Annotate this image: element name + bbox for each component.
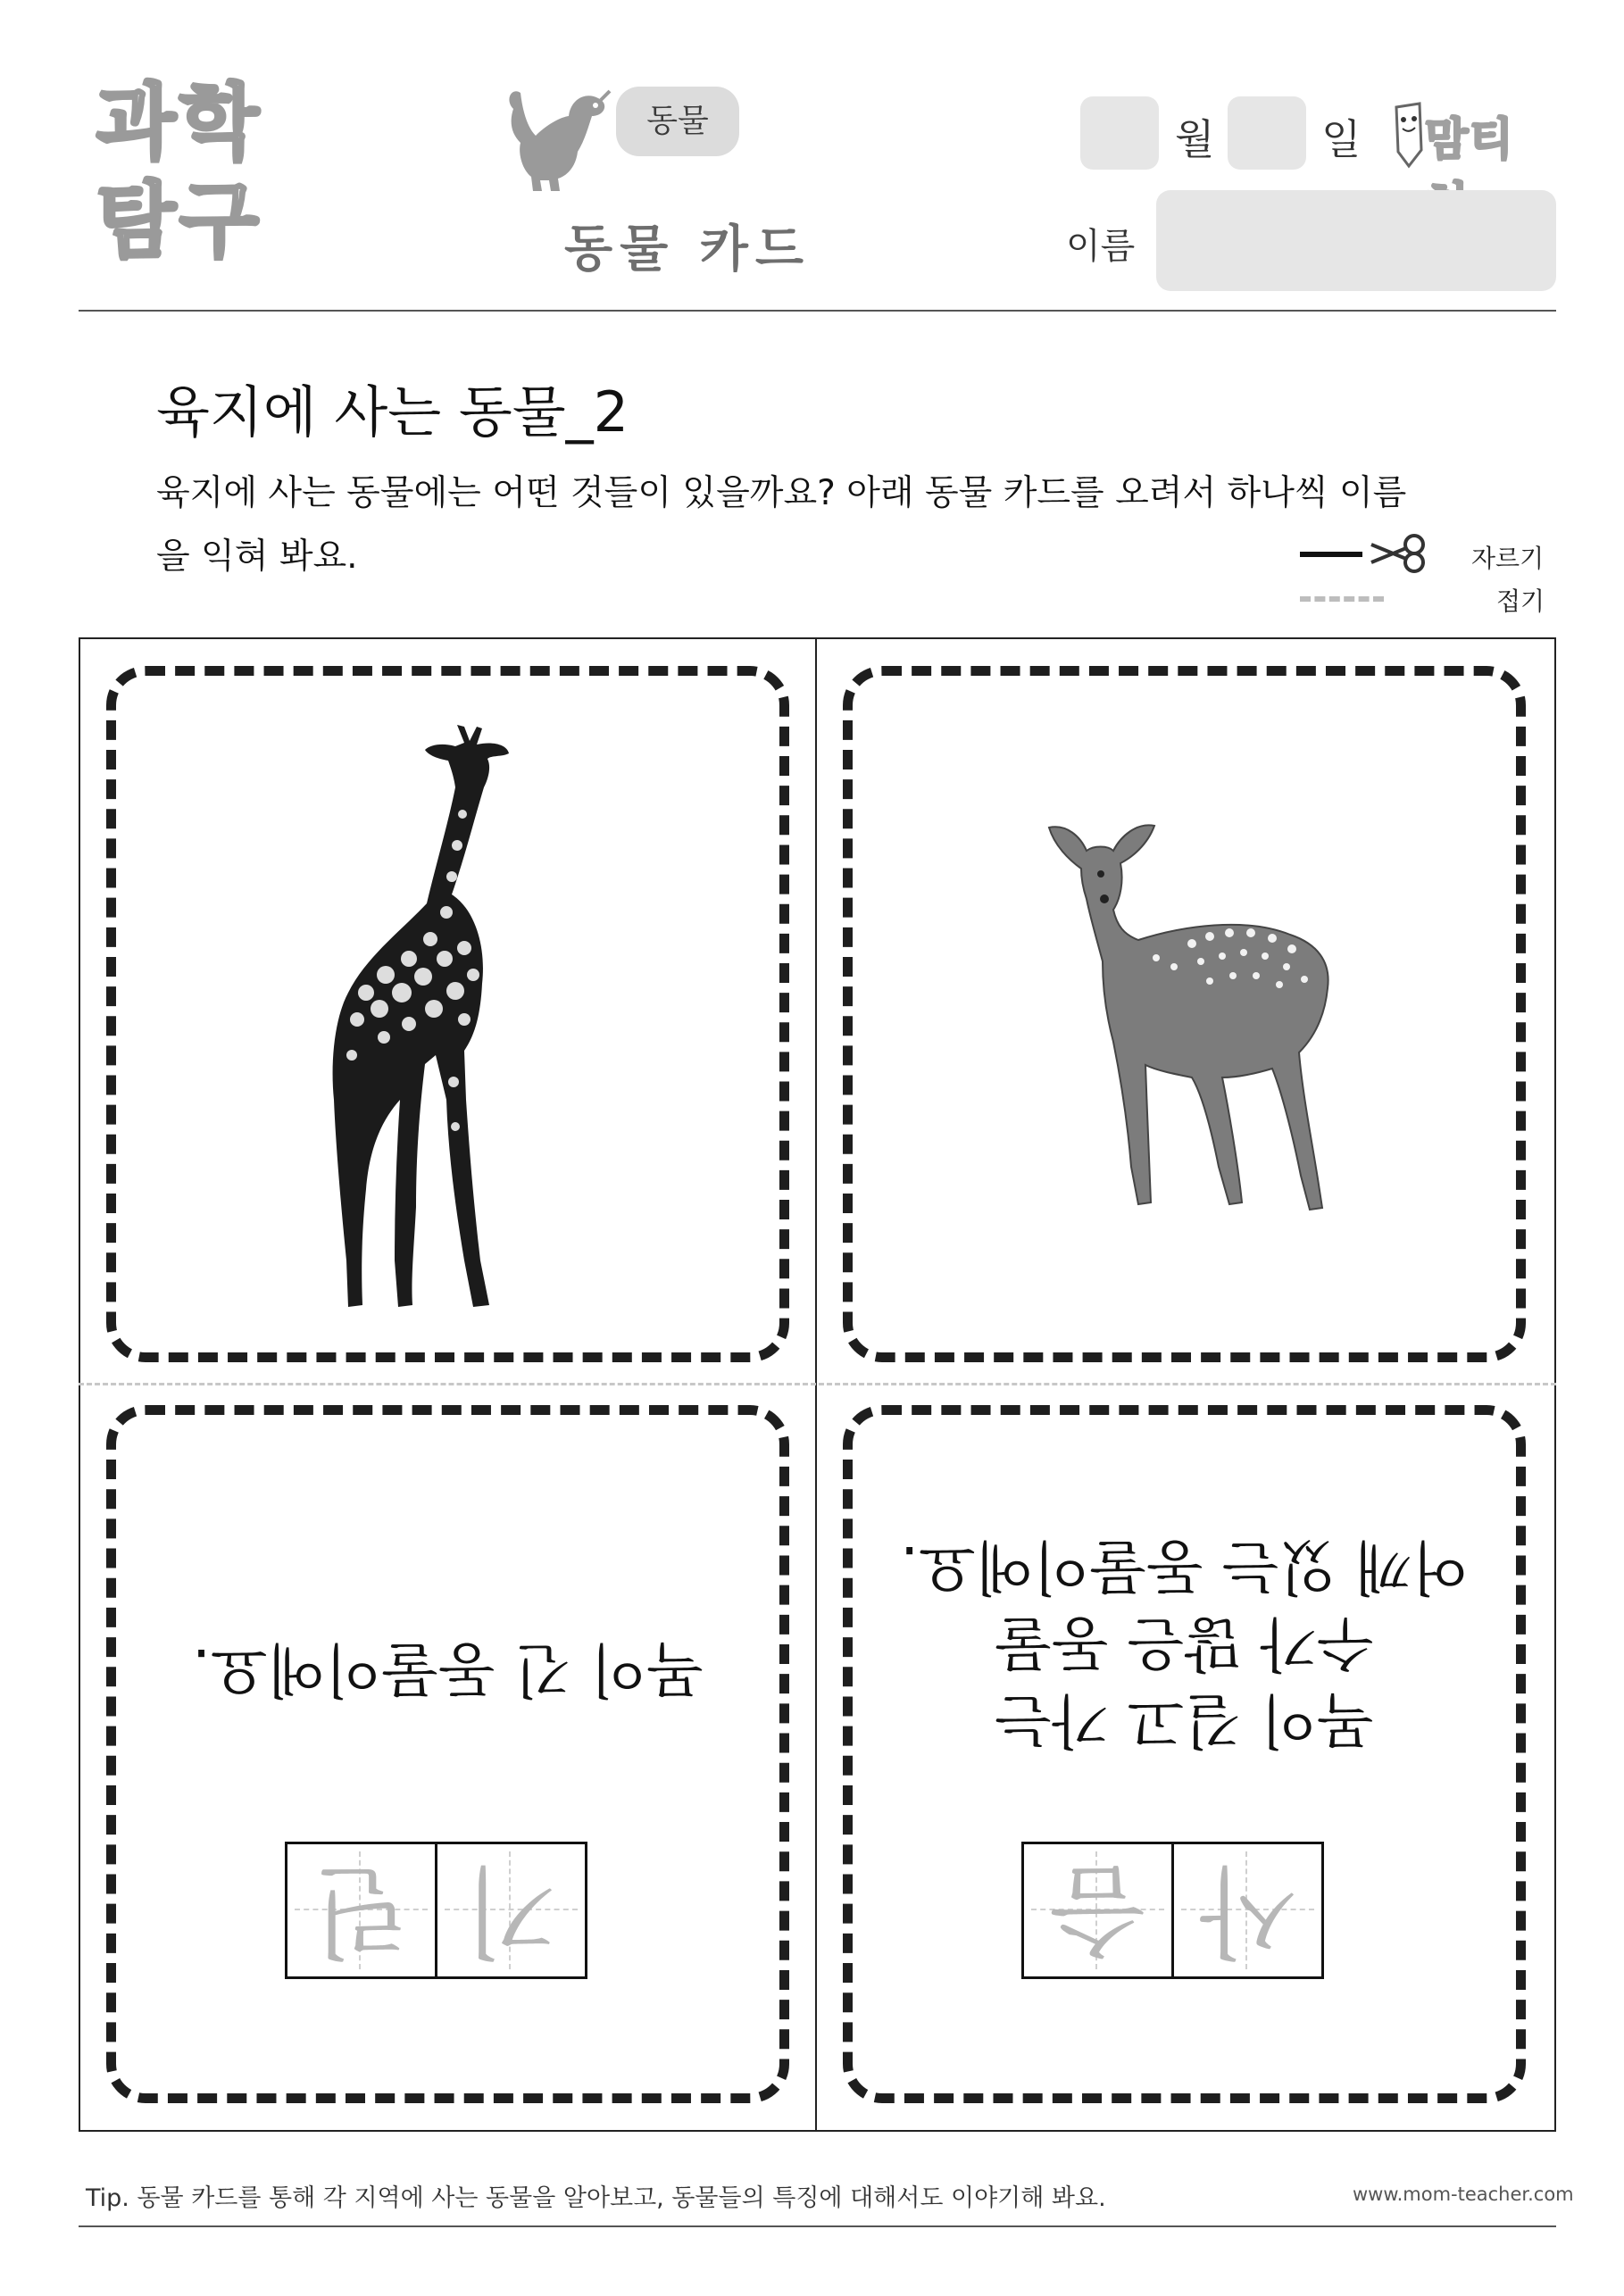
brand-logo	[1389, 98, 1559, 170]
deer-name-tracing-grid	[1021, 1842, 1324, 1979]
cut-legend-label: 자르기	[1471, 544, 1545, 573]
sheet-title: 동물 카드	[564, 220, 811, 279]
dinosaur-icon	[496, 82, 612, 194]
day-label: 일	[1321, 115, 1362, 163]
name-trace-cell	[1171, 1844, 1321, 1976]
deer-sentence-line: 수가 많은 동물	[995, 1610, 1374, 1679]
description-line-1: 육지에 사는 동물에는 어떤 것들이 있을까요? 아래 동물 카드를 오려서 하나씩 이름	[156, 473, 1407, 513]
cut-line-sample	[1300, 552, 1362, 557]
name-trace-char: 린	[312, 1852, 410, 1968]
giraffe-picture-card[interactable]	[106, 666, 789, 1362]
giraffe-name-card-content	[116, 1415, 779, 2093]
website-link[interactable]: www.mom-teacher.com	[1353, 2184, 1574, 2205]
deer-sentence	[853, 1529, 1516, 1759]
name-trace-cell	[1024, 1844, 1171, 1976]
giraffe-sentence-line: 목이 긴 동물이에요.	[192, 1635, 704, 1704]
fold-legend-label: 접기	[1496, 586, 1545, 616]
fold-line-sample	[1300, 596, 1384, 602]
giraffe-name-tracing-grid	[285, 1842, 587, 1979]
month-input-box[interactable]	[1080, 96, 1159, 170]
month-label: 월	[1175, 115, 1215, 163]
name-trace-char: 기	[462, 1852, 560, 1968]
name-label: 이름	[1066, 226, 1136, 267]
name-trace-char: 슴	[1049, 1852, 1146, 1968]
logo-line-2: 탐구	[96, 173, 262, 269]
deer-name-card-content	[853, 1415, 1516, 2093]
tip-text: Tip. 동물 카드를 통해 각 지역에 사는 동물을 알아보고, 동물들의 특징에 대해서도 이야기해 봐요.	[86, 2184, 1106, 2212]
description-line-2: 을 익혀 봐요.	[156, 537, 358, 577]
brand-text: 맘티	[1425, 113, 1515, 165]
topic-badge: 동물	[616, 87, 739, 156]
deer-name-card[interactable]	[843, 1405, 1526, 2103]
day-input-box[interactable]	[1228, 96, 1306, 170]
pencil-mascot-icon	[1389, 98, 1427, 170]
header-divider	[79, 310, 1556, 312]
name-trace-cell	[287, 1844, 435, 1976]
giraffe-name-card[interactable]	[106, 1405, 789, 2103]
name-trace-cell	[435, 1844, 585, 1976]
name-trace-char: 사	[1199, 1852, 1296, 1968]
footer-divider	[79, 2225, 1556, 2227]
giraffe-photo	[330, 725, 598, 1314]
deer-sentence-line: 어깨 있는 동물이에요.	[900, 1533, 1469, 1602]
name-input-box[interactable]	[1156, 190, 1556, 291]
deer-picture-card[interactable]	[843, 666, 1526, 1362]
science-logo	[96, 75, 302, 287]
scissors-icon	[1370, 532, 1428, 575]
card-fold-line	[79, 1383, 1556, 1385]
logo-line-1: 과학	[96, 75, 262, 171]
giraffe-sentence	[116, 1631, 779, 1708]
deer-photo	[1031, 810, 1344, 1220]
worksheet-title: 육지에 사는 동물_2	[156, 379, 629, 445]
deer-sentence-line: 목이 길고 가는	[995, 1686, 1374, 1755]
